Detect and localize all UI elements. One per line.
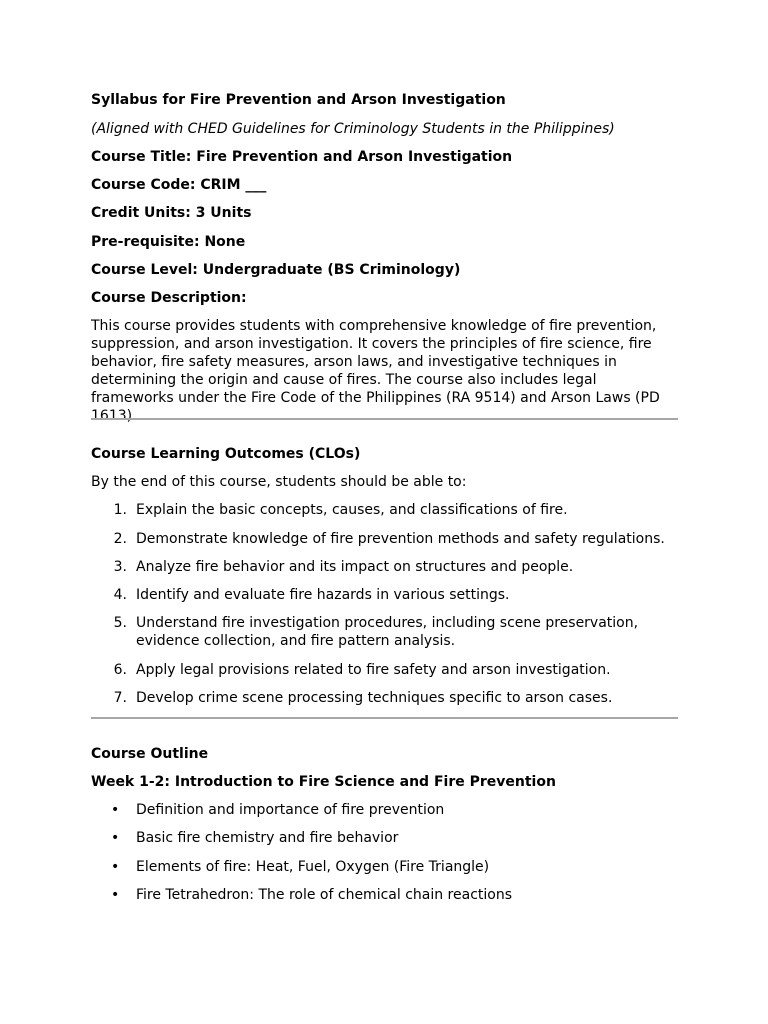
list-item: Develop crime scene processing techniques specific to arson cases. <box>136 690 613 706</box>
document-subtitle: (Aligned with CHED Guidelines for Criminology Students in the Philippines) <box>91 121 615 137</box>
list-item: Basic fire chemistry and fire behavior <box>136 830 399 846</box>
course-level: Course Level: Undergraduate (BS Criminology) <box>91 262 461 278</box>
list-item: Fire Tetrahedron: The role of chemical chain reactions <box>136 887 513 903</box>
week-heading: Week 1-2: Introduction to Fire Science and Fire Prevention <box>91 774 556 790</box>
list-item: Definition and importance of fire prevention <box>136 802 445 818</box>
list-item: Apply legal provisions related to fire safety and arson investigation. <box>136 662 611 678</box>
outcomes-heading: Course Learning Outcomes (CLOs) <box>91 446 361 462</box>
list-item: Demonstrate knowledge of fire prevention methods and safety regulations. <box>136 531 665 547</box>
course-code: Course Code: CRIM ___ <box>91 177 267 193</box>
course-title: Course Title: Fire Prevention and Arson Investigation <box>91 149 513 165</box>
list-item: Understand fire investigation procedures, including scene preservation, evidence collection, and fire pattern analysis. <box>136 615 639 649</box>
list-item: Elements of fire: Heat, Fuel, Oxygen (Fire Triangle) <box>136 859 490 875</box>
list-item: Analyze fire behavior and its impact on structures and people. <box>136 559 574 575</box>
list-item-number: 1. <box>113 502 127 518</box>
outcomes-intro: By the end of this course, students should be able to: <box>91 474 467 490</box>
bullet-icon: • <box>111 802 120 818</box>
prerequisite: Pre-requisite: None <box>91 234 246 250</box>
bullet-icon: • <box>111 859 120 875</box>
outline-heading: Course Outline <box>91 746 209 762</box>
description-heading: Course Description: <box>91 290 247 306</box>
list-item-number: 3. <box>113 559 127 575</box>
section-divider <box>91 717 678 719</box>
list-item-number: 4. <box>113 587 127 603</box>
bullet-icon: • <box>111 830 120 846</box>
list-item-number: 6. <box>113 662 127 678</box>
list-item: Explain the basic concepts, causes, and classifications of fire. <box>136 502 568 518</box>
list-item-number: 5. <box>113 615 127 631</box>
list-item-number: 2. <box>113 531 127 547</box>
document-title: Syllabus for Fire Prevention and Arson Investigation <box>91 92 506 108</box>
list-item: Identify and evaluate fire hazards in various settings. <box>136 587 510 603</box>
section-divider <box>91 418 678 420</box>
course-description: This course provides students with comprehensive knowledge of fire prevention, suppression, and arson investigation. It covers the principles of fire science, fire behavior, fire safety measures, arson laws, and investigative techniques in determining the origin and cause of fires. The course also includes legal frameworks under the Fire Code of the Philippines (RA 9514) and Arson Laws (PD 1613). <box>91 318 660 424</box>
credit-units: Credit Units: 3 Units <box>91 205 252 221</box>
bullet-icon: • <box>111 887 120 903</box>
list-item-number: 7. <box>113 690 127 706</box>
